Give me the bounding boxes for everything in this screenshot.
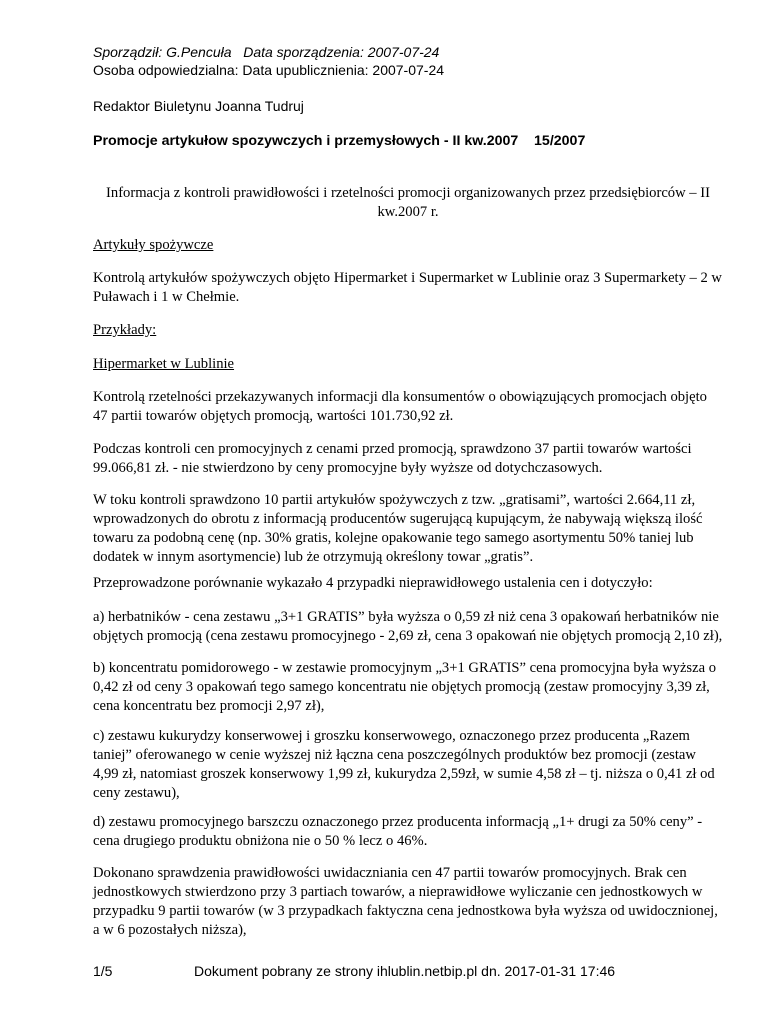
responsible-line: Osoba odpowiedzialna: Data upublicznienia: 2007-07-24 xyxy=(93,62,445,78)
download-note: Dokument pobrany ze strony ihlublin.netbip.pl dn. 2017-01-31 17:46 xyxy=(194,963,616,979)
list-item-a: a) herbatników - cena zestawu „3+1 GRATIS” była wyższa o 0,59 zł niż cena 3 opakowań herbatników nie objętych promocją (cena zestawu promocyjnego - 2,69 zł, cena 3 opakowań nie objętych promocją 2,10 zł), xyxy=(93,609,723,644)
paragraph-gratis: W toku kontroli sprawdzono 10 partii artykułów spożywczych z tzw. „gratisami”, wartości 2.664,11 zł, wprowadzonych do obrotu z informacją producentów sugerującą kupującym, że nabywają większą ilość towaru za podobną cenę (np. 30% gratis, kolejne opakowanie tego samego asortymentu 50% taniej lub dodatek w innym asortymencie) lub że otrzymują określony towar „gratis”. xyxy=(93,492,703,565)
section-heading-food: Artykuły spożywcze xyxy=(93,237,214,253)
prepared-by: Sporządził: G.Pencuła xyxy=(93,44,232,60)
paragraph-unit-prices: Dokonano sprawdzenia prawidłowości uwidaczniania cen 47 partii towarów promocyjnych. Brak cen jednostkowych stwierdzono przy 3 partiach towarów, a nieprawidłowe wyliczanie cen jednostkowych w przypadku 9 partii towarów (w 3 przypadkach faktyczna cena jednostkowa była wyższa od uwidocznionej, a w 6 pozostałych niższa), xyxy=(93,865,718,938)
paragraph-scope: Kontrolą artykułów spożywczych objęto Hipermarket i Supermarket w Lublinie oraz 3 Supermarkety – 2 w Puławach i 1 w Chełmie. xyxy=(93,270,722,305)
editor-line: Redaktor Biuletynu Joanna Tudruj xyxy=(93,98,304,114)
list-item-d: d) zestawu promocyjnego barszczu oznaczonego przez producenta informacją „1+ drugi za 50% ceny” - cena drugiego produktu obniżona nie o 50 % lecz o 46%. xyxy=(93,814,703,849)
hypermarket-label: Hipermarket w Lublinie xyxy=(93,356,235,372)
list-item-c: c) zestawu kukurydzy konserwowej i groszku konserwowego, oznaczonego przez producenta „Razem taniej” oferowanego w cenie wyższej niż łączna cena poszczególnych produktów bez promocji (zestaw 4,99 zł, natomiast groszek konserwowy 1,99 zł, kukurydza 2,59zł, w sumie 4,58 zł – tj. niższa o 0,41 zł od ceny zestawu), xyxy=(93,728,715,801)
intro-line-2: kw.2007 r. xyxy=(377,204,439,220)
bulletin-number: 15/2007 xyxy=(534,133,586,149)
paragraph-prices: Podczas kontroli cen promocyjnych z cenami przed promocją, sprawdzono 37 partii towarów wartości 99.066,81 zł. - nie stwierdzono by ceny promocyjne były wyższe od dotychczasowych. xyxy=(93,441,692,476)
examples-label: Przykłady: xyxy=(93,322,157,338)
intro-line-1: Informacja z kontroli prawidłowości i rzetelności promocji organizowanych przez przedsiębiorców – II xyxy=(106,185,710,201)
prepared-by-line xyxy=(93,44,439,60)
paragraph-comparison: Przeprowadzone porównanie wykazało 4 przypadki nieprawidłowego ustalenia cen i dotyczyło: xyxy=(93,575,653,591)
page-title xyxy=(93,133,585,149)
page-number: 1/5 xyxy=(93,963,113,979)
list-item-b: b) koncentratu pomidorowego - w zestawie promocyjnym „3+1 GRATIS” cena promocyjna była wyższa o 0,42 zł od ceny 3 opakowań tego samego koncentratu nie objętych promocją (zestaw promocyjny 3,39 zł, cena koncentratu bez promocji 2,97 zł), xyxy=(93,660,717,714)
title-text: Promocje artykułow spozywczych i przemysłowych - II kw.2007 xyxy=(93,133,519,149)
prepared-date: Data sporządzenia: 2007-07-24 xyxy=(243,44,440,60)
paragraph-reliability: Kontrolą rzetelności przekazywanych informacji dla konsumentów o obowiązujących promocjach objęto 47 partii towarów objętych promocją, wartości 101.730,92 zł. xyxy=(93,389,707,424)
